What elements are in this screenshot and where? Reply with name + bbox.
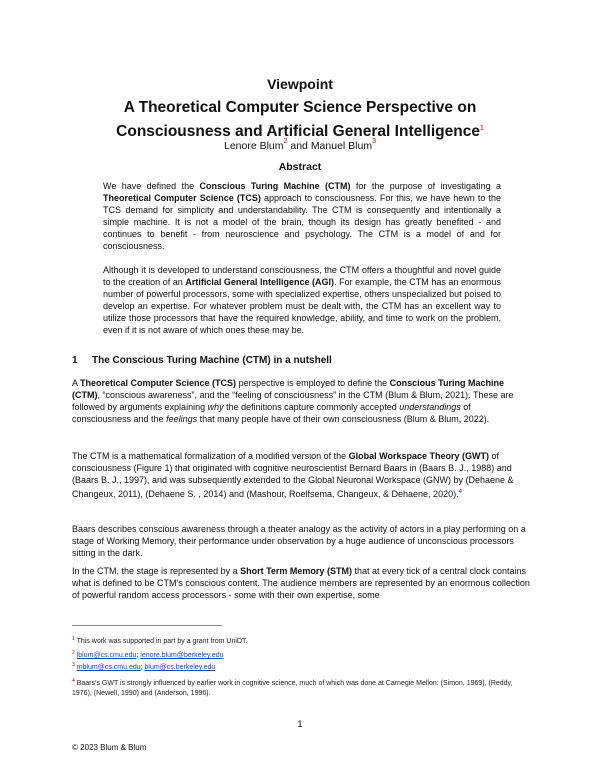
text-run: of consciousness (Figure 1) that originated with cognitive neuroscientist Bernard Baars in (Baars B. J., 1988) and (Baars B. J., 1997), and was subsequently extended to the Global Neuronal Workspace (GNW) by (Dehaene & Changeux, 2011), (Dehaene S. , 2014) and (Mashour, Roelfsema, Changeux, & Dehaene, 2020). [72, 451, 514, 499]
italic-term: why [207, 402, 224, 412]
author-line [0, 138, 600, 152]
footnote-divider [72, 625, 222, 626]
text-run: . For example, the CTM has an enormous number of powerful processors, some with specialized expertise, others unspecialized but poised to develop an expertise. For whatever problem must be dealt with, the CTM has an excellent way to utilize those processors that have the required knowledge, ability, and time to work on the problem, even if it is not aware of which ones these may be. [103, 277, 501, 335]
body-paragraph-2 [72, 450, 532, 500]
separator: ; [140, 664, 145, 671]
footnote-4 [72, 676, 532, 699]
paper-title [60, 97, 540, 142]
section-title: The Conscious Turing Machine (CTM) in a nutshell [92, 355, 332, 366]
text-run: approach to consciousness. For this, we have hewn to the TCS demand for simplicity and understandability. The CTM is consequently and intentionally a simple machine. It is not a model of the brain, though its design has greatly benefited - and continues to benefit - from neuroscience and psychology. The CTM is a model of and for consciousness. [103, 193, 501, 251]
author-1: Lenore Blum [223, 140, 284, 152]
body-paragraph-3: Baars describes conscious awareness through a theater analogy as the activity of actors in a play performing on a stage of Working Memory, their performance under observation by a huge audience of unconscious processors sitting in the dark. [72, 524, 526, 558]
footnote-3 [72, 660, 532, 673]
footnote-1 [72, 634, 532, 647]
footnote-mark-4[interactable]: 4 [458, 489, 462, 495]
text-run: , “conscious awareness”, and the “feeling of consciousness” in the CTM (Blum & Blum, 2021). These are followed by arguments explaining [72, 390, 514, 412]
email-link-mblum-cmu[interactable]: mblum@cs.cmu.edu [76, 664, 141, 671]
article-kicker: Viewpoint [267, 76, 333, 92]
bold-term: Theoretical Computer Science (TCS) [80, 378, 237, 388]
text-run: perspective is employed to define the [236, 378, 390, 388]
email-link-lenore-berkeley[interactable]: lenore.blum@berkeley.edu [140, 652, 224, 659]
footnote-4-text: Baars’s GWT is strongly influenced by earlier work in cognitive science, much of which was done at Carnegie Mellon: (Simon, 1969), (Reddy, 1976), (Newell, 1990) and (Anderson, 1996). [72, 680, 513, 697]
bold-term: Conscious Turing Machine (CTM) [72, 378, 504, 400]
text-run: In the CTM, the stage is represented by a [72, 566, 241, 576]
footnote-1-text: This work was supported in part by a grant from UniDT. [74, 638, 248, 645]
email-link-lblum-cmu[interactable]: lblum@cs.cmu.edu [76, 652, 137, 659]
text-run: for the purpose of investigating a [350, 181, 501, 191]
body-paragraph-4 [72, 565, 532, 601]
text-run: that many people have of their own consciousness (Blum & Blum, 2022). [197, 414, 490, 424]
text-run: that at every tick of a central clock contains what is defined to be CTM’s conscious content. The audience members are represented by an enormous collection of powerful random access processors - some with their own expertise, some [72, 566, 530, 600]
footnote-4-mark: 4 [72, 678, 75, 684]
bold-term: Artificial General Intelligence (AGI) [185, 277, 335, 287]
email-link-blum-berkeley[interactable]: blum@cs.berkeley.edu [144, 664, 216, 671]
abstract-heading: Abstract [278, 161, 322, 173]
author-conjunction: and [290, 140, 308, 152]
bold-term: Short Term Memory (STM) [240, 566, 352, 576]
text-run: A [72, 378, 81, 388]
title-line-1: A Theoretical Computer Science Perspective on [123, 99, 477, 116]
text-run: We have defined the [103, 181, 200, 191]
abstract-paragraph-2 [103, 264, 501, 336]
footnote-1-mark: 1 [72, 636, 75, 642]
title-footnote-mark[interactable]: 1 [479, 125, 484, 132]
author-2: Manuel Blum [310, 140, 373, 152]
page-number: 1 [297, 719, 303, 729]
italic-term: understandings [399, 402, 461, 412]
separator: ; [136, 652, 141, 659]
bold-term: Global Workspace Theory (GWT) [348, 451, 489, 461]
bold-term: Theoretical Computer Science (TCS) [103, 193, 261, 203]
author-1-footnote-mark[interactable]: 2 [283, 138, 288, 145]
section-number: 1 [72, 355, 78, 366]
bold-term: Conscious Turing Machine (CTM) [199, 181, 351, 191]
body-paragraph-1 [72, 377, 532, 425]
copyright-notice: © 2023 Blum & Blum [72, 743, 147, 752]
text-run: The CTM is a mathematical formalization of a modified version of the [72, 451, 349, 461]
text-run: of consciousness and the [72, 402, 471, 424]
italic-term: feelings [166, 414, 198, 424]
author-2-footnote-mark[interactable]: 3 [372, 138, 376, 145]
title-line-2: Consciousness and Artificial General Intelligence [116, 123, 480, 140]
text-run: the definitions capture commonly accepted [223, 402, 400, 412]
section-heading [72, 355, 332, 366]
text-run: Although it is developed to understand consciousness, the CTM offers a thoughtful and novel guide to the creation of an [103, 265, 501, 287]
footnote-2-mark: 2 [72, 650, 75, 656]
abstract-paragraph-1 [103, 180, 501, 252]
footnote-3-mark: 3 [72, 662, 75, 668]
